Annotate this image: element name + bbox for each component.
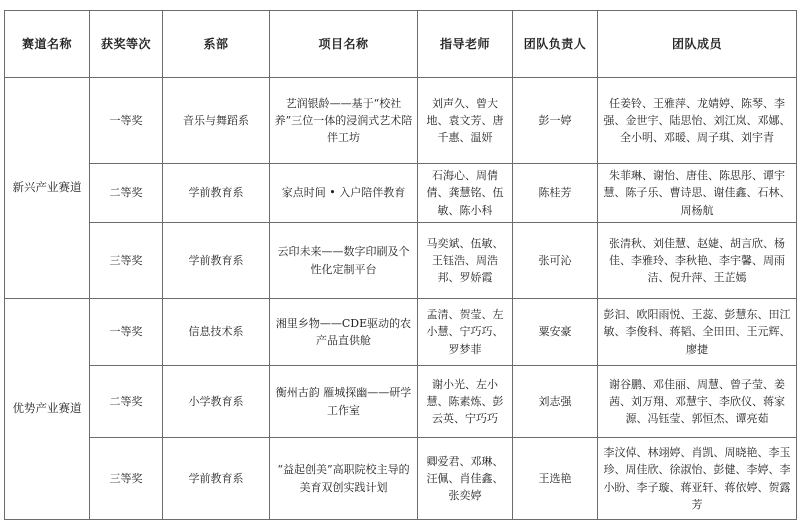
award-cell: 三等奖 [90,223,163,299]
members-cell: 朱菲琳、谢怡、唐佳、陈思彤、谭宇慧、陈子乐、曹诗思、谢佳鑫、石林、周杨航 [598,164,797,223]
dept-cell: 学前教育系 [163,223,270,299]
table-row [5,366,797,438]
table-row [5,164,797,223]
advisors-cell: 卿爱君、邓琳、汪佩、肖佳鑫、张奕婷 [418,438,513,520]
leader-cell: 陈桂芳 [513,164,598,223]
members-cell: 彭汩、欧阳雨悦、王蕊、彭慧东、田江敏、李俊科、蒋韬、全田田、王元辉、廖捷 [598,299,797,366]
award-cell: 二等奖 [90,366,163,438]
header-advisors: 指导老师 [418,11,513,78]
dept-cell: 音乐与舞蹈系 [163,78,270,164]
header-award: 获奖等次 [90,11,163,78]
table-row [5,438,797,520]
advisors-cell: 谢小光、左小慧、陈素炼、彭云英、宁巧巧 [418,366,513,438]
project-cell: 家点时间 • 入户陪伴教育 [270,164,418,223]
project-cell: 云印未来——数字印刷及个性化定制平台 [270,223,418,299]
members-cell: 李汶倬、林翊婷、肖凯、周晓艳、李玉珍、周佳欣、徐淑怡、彭健、李婷、李小盼、李子璇、蒋亚轩、蒋依婷、贺露芳 [598,438,797,520]
header-track: 赛道名称 [5,11,90,78]
leader-cell: 张可沁 [513,223,598,299]
award-cell: 三等奖 [90,438,163,520]
leader-cell: 彭一婷 [513,78,598,164]
advisors-cell: 石海心、周倩倩、龚慧铭、伍敏、陈小科 [418,164,513,223]
project-cell: “益起创美”高职院校主导的美育双创实践计划 [270,438,418,520]
dept-cell: 学前教育系 [163,164,270,223]
table-header [5,11,797,78]
dept-cell: 信息技术系 [163,299,270,366]
leader-cell: 刘志强 [513,366,598,438]
table-row [5,223,797,299]
award-table [4,10,797,520]
table-row [5,78,797,164]
members-cell: 任姜铃、王雅萍、龙婧婷、陈琴、李强、金世宇、陆思怡、刘江岚、邓娜、全小明、邓暖、周子琪、刘宇青 [598,78,797,164]
track-cell: 新兴产业赛道 [5,78,90,299]
dept-cell: 学前教育系 [163,438,270,520]
members-cell: 谢谷鹏、邓佳丽、周慧、曾子莹、姜茜、刘万翔、邓慧宇、李欣仪、蒋家源、冯钰莹、郭恒杰、谭亮茹 [598,366,797,438]
project-cell: 湘里乡物——CDE驱动的农产品直供舱 [270,299,418,366]
advisors-cell: 刘声久、曾大地、袁文芳、唐千惠、温妍 [418,78,513,164]
advisors-cell: 孟清、贺莹、左小慧、宁巧巧、罗梦菲 [418,299,513,366]
members-cell: 张清秋、刘佳慧、赵婕、胡言欣、杨佳、李雅玲、李秋艳、李宇馨、周雨洁、倪升萍、王芷嫣 [598,223,797,299]
award-cell: 一等奖 [90,78,163,164]
dept-cell: 小学教育系 [163,366,270,438]
header-members: 团队成员 [598,11,797,78]
track-cell: 优势产业赛道 [5,299,90,520]
header-dept: 系部 [163,11,270,78]
leader-cell: 王选艳 [513,438,598,520]
award-cell: 二等奖 [90,164,163,223]
header-project: 项目名称 [270,11,418,78]
project-cell: 艺润银龄——基于“校社养”三位一体的浸润式艺术陪伴工坊 [270,78,418,164]
table-row [5,299,797,366]
leader-cell: 粟安豪 [513,299,598,366]
header-leader: 团队负责人 [513,11,598,78]
award-cell: 一等奖 [90,299,163,366]
project-cell: 衡州古韵 雁城探幽——研学工作室 [270,366,418,438]
advisors-cell: 马奕斌、伍敏、王钰浩、周浩邦、罗娇霞 [418,223,513,299]
